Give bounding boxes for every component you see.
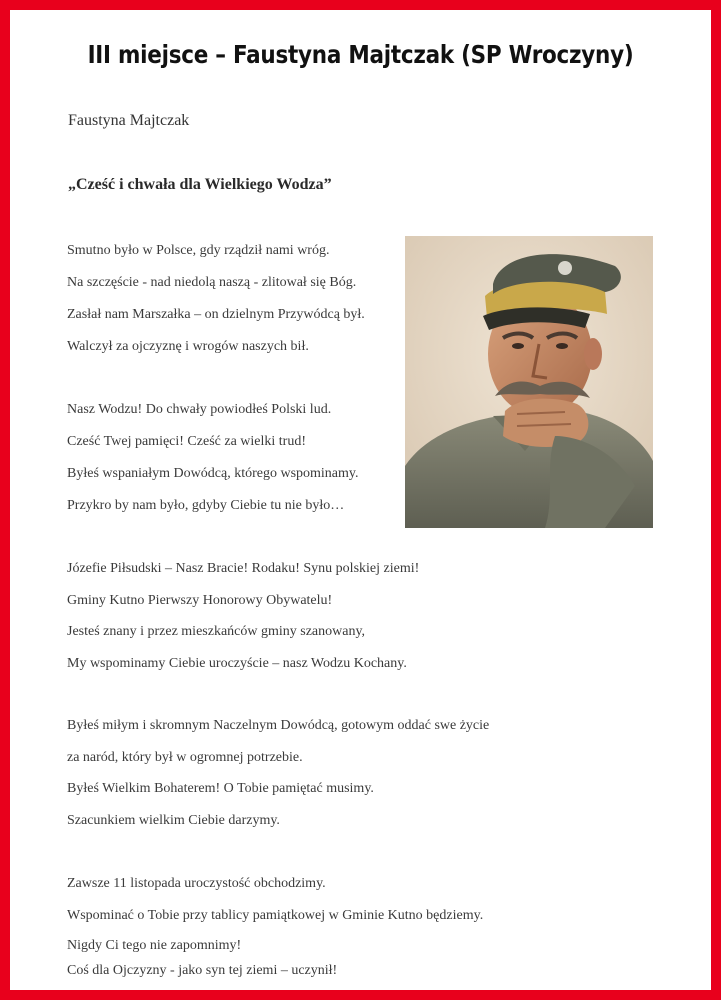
poem-line: Cześć Twej pamięci! Cześć za wielki trud! bbox=[67, 434, 306, 449]
portrait-image bbox=[405, 236, 653, 528]
poem-line: Zawsze 11 listopada uroczystość obchodzimy. bbox=[67, 876, 326, 891]
poem-line: My wspominamy Ciebie uroczyście – nasz Wodzu Kochany. bbox=[67, 656, 407, 671]
poem-title: „Cześć i chwała dla Wielkiego Wodza” bbox=[68, 176, 332, 193]
poem-line: Józefie Piłsudski – Nasz Bracie! Rodaku! Synu polskiej ziemi! bbox=[67, 561, 420, 576]
poem-line: za naród, który był w ogromnej potrzebie. bbox=[67, 750, 303, 765]
poem-line: Jesteś znany i przez mieszkańców gminy szanowany, bbox=[67, 624, 366, 639]
poem-line: Coś dla Ojczyzny - jako syn tej ziemi – uczynił! bbox=[67, 963, 338, 978]
poem-line: Byłeś wspaniałym Dowódcą, którego wspominamy. bbox=[67, 466, 359, 481]
poem-line: Smutno było w Polsce, gdy rządził nami wróg. bbox=[67, 243, 330, 258]
poem-line: Nigdy Ci tego nie zapomnimy! bbox=[67, 938, 242, 953]
page-heading: III miejsce – Faustyna Majtczak (SP Wroczyny) bbox=[87, 40, 634, 69]
poem-line: Przykro by nam było, gdyby Ciebie tu nie było… bbox=[67, 498, 345, 513]
poem-line: Byłeś Wielkim Bohaterem! O Tobie pamiętać musimy. bbox=[67, 781, 374, 796]
poem-line: Walczył za ojczyznę i wrogów naszych bił. bbox=[67, 339, 309, 354]
poem-line: Wspominać o Tobie przy tablicy pamiątkowej w Gminie Kutno będziemy. bbox=[67, 908, 484, 923]
poem-line: Nasz Wodzu! Do chwały powiodłeś Polski lud. bbox=[67, 402, 332, 417]
poem-line: Na szczęście - nad niedolą naszą - zlitował się Bóg. bbox=[67, 275, 357, 290]
poem-line: Zasłał nam Marszałka – on dzielnym Przywódcą był. bbox=[67, 307, 365, 322]
poem-line: Gminy Kutno Pierwszy Honorowy Obywatelu! bbox=[67, 593, 333, 608]
poem-line: Byłeś miłym i skromnym Naczelnym Dowódcą, gotowym oddać swe życie bbox=[67, 718, 490, 733]
poem-author: Faustyna Majtczak bbox=[68, 112, 190, 129]
poem-line: Szacunkiem wielkim Ciebie darzymy. bbox=[67, 813, 280, 828]
